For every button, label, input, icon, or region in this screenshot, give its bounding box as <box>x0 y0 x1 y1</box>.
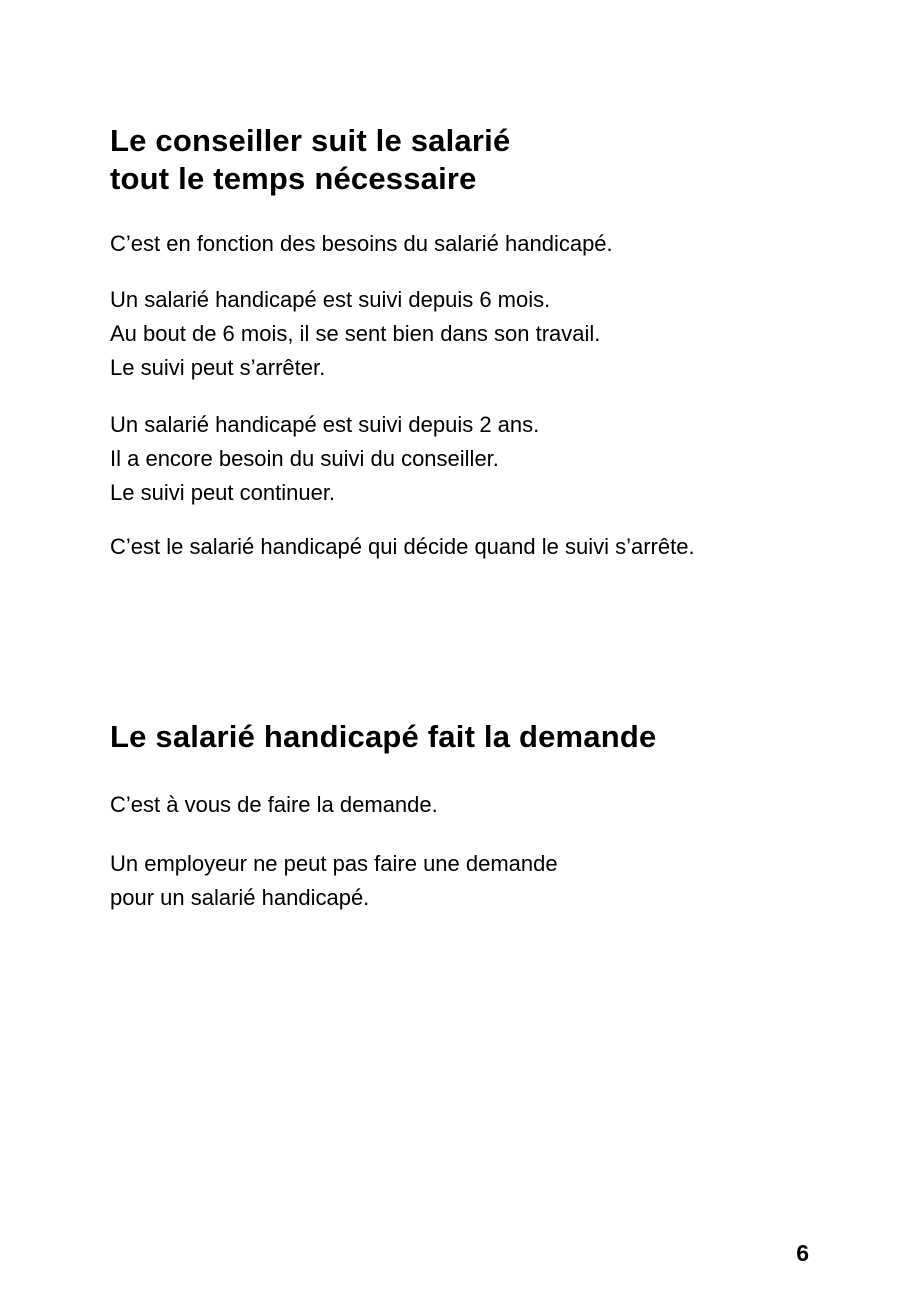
paragraph-line: Un salarié handicapé est suivi depuis 6 mois. <box>110 287 551 312</box>
paragraph-line: pour un salarié handicapé. <box>110 885 370 910</box>
paragraph <box>110 283 600 385</box>
paragraph <box>110 408 539 510</box>
paragraph-line: C’est en fonction des besoins du salarié handicapé. <box>110 231 613 256</box>
paragraph-line: C’est le salarié handicapé qui décide quand le suivi s’arrête. <box>110 534 695 559</box>
page-number: 6 <box>796 1240 809 1266</box>
paragraph-line: Le suivi peut s’arrêter. <box>110 355 326 380</box>
paragraph <box>110 530 695 564</box>
paragraph-line: C’est à vous de faire la demande. <box>110 792 438 817</box>
section-1-heading <box>110 122 510 198</box>
paragraph <box>110 788 438 822</box>
paragraph <box>110 227 613 261</box>
paragraph-line: Il a encore besoin du suivi du conseiller. <box>110 446 499 471</box>
heading-line: tout le temps nécessaire <box>110 160 477 196</box>
paragraph-line: Un employeur ne peut pas faire une demande <box>110 851 558 876</box>
paragraph <box>110 847 558 915</box>
heading-line: Le conseiller suit le salarié <box>110 122 511 158</box>
paragraph-line: Au bout de 6 mois, il se sent bien dans son travail. <box>110 321 601 346</box>
section-2-heading <box>110 718 656 756</box>
heading-line: Le salarié handicapé fait la demande <box>110 718 657 754</box>
paragraph-line: Un salarié handicapé est suivi depuis 2 ans. <box>110 412 540 437</box>
paragraph-line: Le suivi peut continuer. <box>110 480 336 505</box>
